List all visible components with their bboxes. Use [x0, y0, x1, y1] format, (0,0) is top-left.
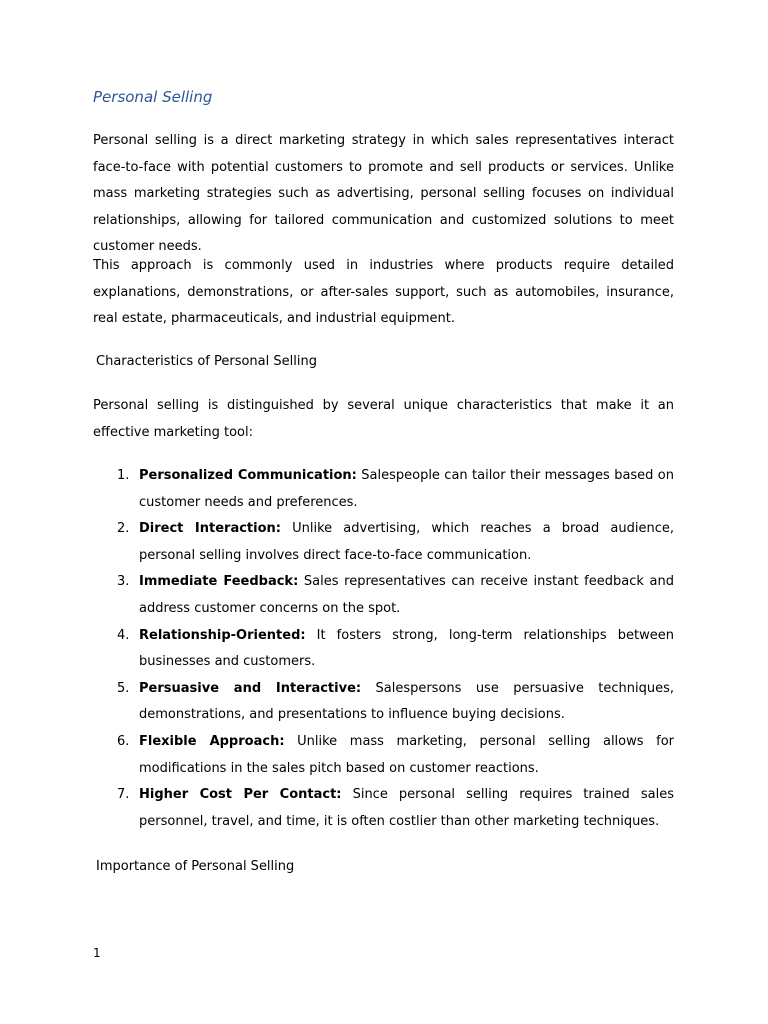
list-item-number: 6.	[117, 733, 130, 749]
list-item-number: 1.	[117, 468, 130, 483]
characteristics-list	[117, 463, 674, 835]
list-item-term: Flexible Approach:	[139, 733, 285, 749]
characteristics-heading: Characteristics of Personal Selling	[96, 354, 317, 369]
intro-paragraph-1: Personal selling is a direct marketing strategy in which sales representatives interact face-to-face with potential customers to promote and sell products or services. Unlike mass marketing strategies such as advertising, personal selling focuses on individual relationships, allowing for tailored communication and customized solutions to meet customer needs.	[93, 133, 674, 255]
list-item	[117, 729, 674, 782]
list-item-text: Sales representatives can receive instant feedback and address customer concerns on the spot.	[139, 574, 674, 616]
list-item-text: Unlike mass marketing, personal selling allows for modifications in the sales pitch based on customer reactions.	[139, 733, 674, 776]
list-item-term: Personalized Communication:	[139, 468, 357, 483]
list-item-number: 3.	[117, 574, 130, 590]
document-title: Personal Selling	[93, 88, 213, 106]
page-number: 1	[93, 946, 101, 960]
list-item	[117, 516, 674, 569]
list-item-number: 4.	[117, 627, 130, 643]
characteristics-intro: Personal selling is distinguished by several unique characteristics that make it an effective marketing tool:	[93, 398, 674, 440]
list-item-term: Higher Cost Per Contact:	[139, 787, 342, 803]
list-item-text: Unlike advertising, which reaches a broad audience, personal selling involves direct face-to-face communication.	[139, 521, 674, 563]
list-item-number: 7.	[117, 787, 130, 803]
list-item-term: Direct Interaction:	[139, 521, 281, 537]
list-item-number: 5.	[117, 680, 130, 696]
list-item-term: Relationship-Oriented:	[139, 627, 306, 643]
list-item-term: Immediate Feedback:	[139, 574, 299, 590]
list-item	[117, 782, 674, 835]
list-item-number: 2.	[117, 521, 130, 537]
list-item	[117, 623, 674, 676]
list-item-text: Salespeople can tailor their messages based on customer needs and preferences.	[139, 468, 674, 510]
importance-heading: Importance of Personal Selling	[96, 859, 295, 874]
list-item	[117, 569, 674, 622]
list-item	[117, 676, 674, 729]
intro-paragraph-2: This approach is commonly used in industries where products require detailed explanations, demonstrations, or after-sales support, such as automobiles, insurance, real estate, pharmaceuticals, and industrial equipment.	[93, 258, 674, 327]
list-item-text: It fosters strong, long-term relationships between businesses and customers.	[139, 627, 674, 670]
list-item	[117, 463, 674, 516]
list-item-term: Persuasive and Interactive:	[139, 680, 362, 696]
list-item-text: Since personal selling requires trained sales personnel, travel, and time, it is often costlier than other marketing techniques.	[139, 787, 674, 829]
list-item-text: Salespersons use persuasive techniques, demonstrations, and presentations to influence buying decisions.	[139, 680, 674, 723]
